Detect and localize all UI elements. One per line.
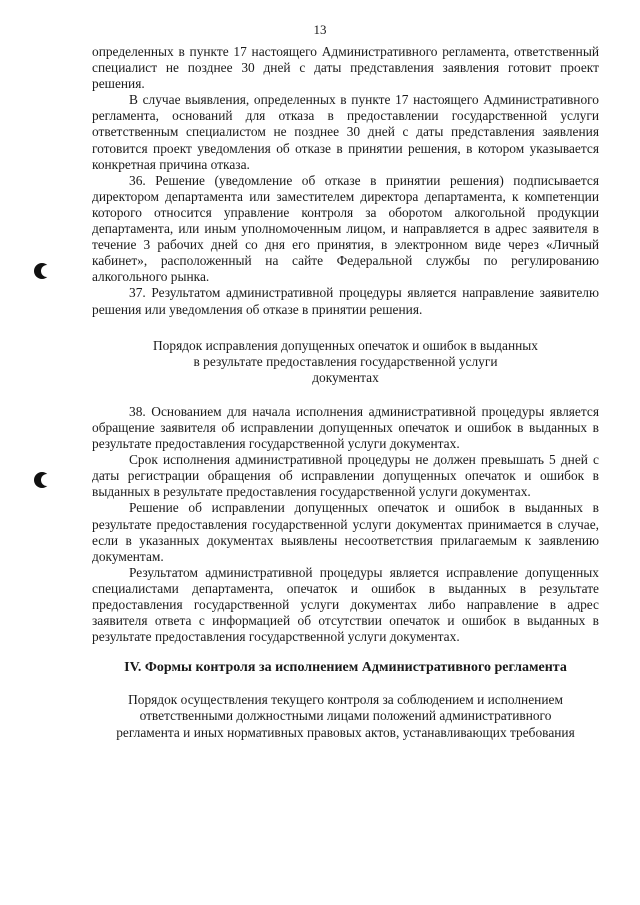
subheading-line: ответственными должностными лицами положений административного — [139, 708, 552, 724]
paragraph: 38. Основанием для начала исполнения административной процедуры является обращение заявителя об исправлении допущенных опечаток и ошибок в выданных в результате предоставления государственной услуги документах. — [92, 403, 599, 452]
paragraph: Срок исполнения административной процедуры не должен превышать 5 дней с даты регистрации обращения об исправлении допущенных опечаток и ошибок в выданных в результате предоставления государственной услуги документах. — [92, 452, 599, 500]
paragraph: Результатом административной процедуры является исправление допущенных специалистами департамента, опечаток и ошибок в выданных в результате предоставления государственной услуги документах либо направление в адрес заявителя ответа с информацией об отсутствии опечаток и ошибок в выданных в результате предоставления государственной услуги документах. — [92, 564, 599, 645]
hole-punch-mark — [34, 263, 50, 279]
paragraph: определенных в пункте 17 настоящего Административного регламента, ответственный специалист не позднее 30 дней с даты представления заявления готовит проект решения. — [92, 44, 599, 92]
section-title: IV. Формы контроля за исполнением Административного регламента — [124, 660, 567, 676]
subheading-line: регламента и иных нормативных правовых актов, устанавливающих требования — [116, 724, 575, 740]
page-number: 13 — [313, 22, 327, 37]
subheading-line: в результате предоставления государственной услуги — [193, 353, 498, 369]
paragraph: 37. Результатом административной процедуры является направление заявителю решения или уведомления об отказе в принятии решения. — [92, 285, 599, 317]
paragraph: Решение об исправлении допущенных опечаток и ошибок в выданных в результате предоставления государственной услуги документах принимается в случае, если в указанных документах выявлены несоответствия прилагаемым к заявлению документам. — [92, 500, 599, 564]
subheading-line: документах — [312, 369, 379, 385]
subheading-line: Порядок исправления допущенных опечаток и ошибок в выданных — [153, 337, 538, 353]
document-body — [92, 44, 599, 741]
paragraph: 36. Решение (уведомление об отказе в принятии решения) подписывается директором департамента или заместителем директора департамента, к компетенции которого относится управление контроля за оборотом алкогольной продукции департамента, или иным уполномоченным лицом, и направляется в адрес заявителя в течение 3 рабочих дней со дня его принятия, в электронном виде через «Личный кабинет», расположенный на сайте Федеральной службы по регулированию алкогольного рынка. — [92, 172, 599, 285]
subheading — [92, 692, 599, 740]
subheading — [92, 338, 599, 386]
paragraph: В случае выявления, определенных в пункте 17 настоящего Административного регламента, оснований для отказа в предоставлении государственной услуги ответственным специалистом не позднее 30 дней с даты представления заявления готовится проект уведомления об отказе в принятии решения, в котором указывается конкретная причина отказа. — [92, 92, 599, 172]
subheading-line: Порядок осуществления текущего контроля за соблюдением и исполнением — [128, 692, 563, 708]
hole-punch-mark — [34, 472, 50, 488]
